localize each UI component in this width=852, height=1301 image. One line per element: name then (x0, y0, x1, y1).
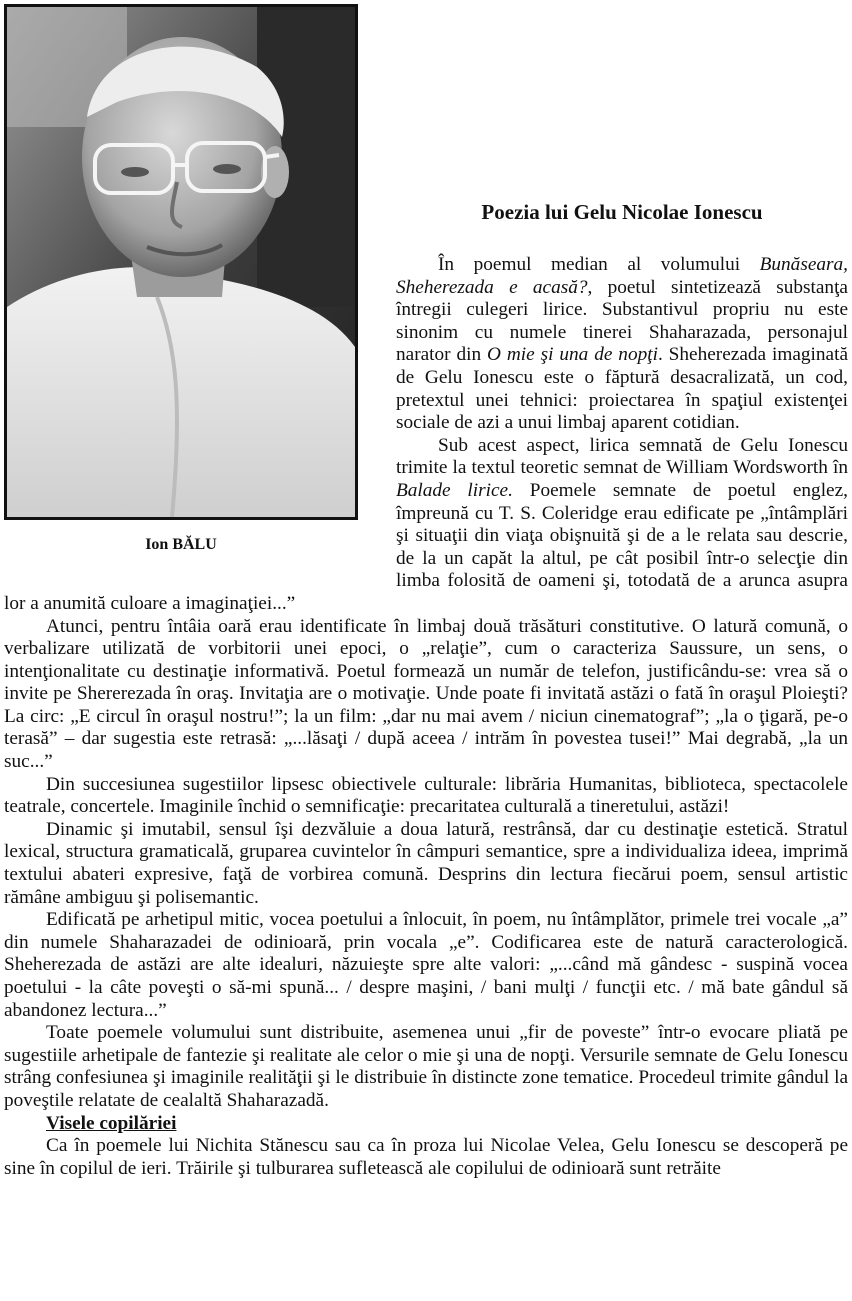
paragraph-2: Sub acest aspect, lirica semnată de Gelu Ionescu trimite la textul teoretic semnat de William Wordsworth în Balade lirice. Poemele semnate de poetul englez, împreună cu T. S. Coleridge erau edificate pe „întâmplări şi situaţii din viaţa obişnuită şi de a le relata sau descrie, de la un capăt la altul, pe cât posibil într-o selecţie din limba folosită de oameni şi, totodată de a arunca asupra lor a anumită culoare a imaginaţiei...” (4, 434, 848, 614)
paragraph-3: Atunci, pentru întâia oară erau identificate în limbaj două trăsături constitutive. O latură comună, o verbalizare utilizată de vorbitorii unei epoci, o „relaţie”, cum o caracteriza Saussure, un sens, o intenţionalitate cu destinaţie informativă. Poetul formează un număr de telefon, justificându-se: vrea să o invite pe Shererezada în oraş. Invitaţia are o motivaţie. Unde poate fi invitată astăzi o fată în oraşul Ploieşti? La circ: „E circul în oraşul nostru!”; la un film: „dar nu mai avem / niciun cinematograf”; „la o ţigară, pe-o terasă” – dar sugestia este retrasă: „...lăsaţi / după aceea / intrăm în povestea tusei!” Mai degrabă, „la un suc...” (4, 615, 848, 773)
paragraph-6: Edificată pe arhetipul mitic, vocea poetului a înlocuit, în poem, nu întâmplător, primele trei vocale „a” din numele Shaharazadei de odinioară, prin vocala „e”. Codificarea este de natură caracterologică. Sheherezada de astăzi are alte idealuri, năzuieşte spre alte valori: „...când mă gândesc - suspină vocea poetului - la câte poveşti o să-mi spună... / despre maşini, / bani mulţi / funcţii etc. / mă bate gândul să abandonez lectura...” (4, 909, 848, 1021)
paragraph-4: Din succesiunea sugestiilor lipsesc obiectivele culturale: librăria Humanitas, biblioteca, spectacolele teatrale, concertele. Imaginile închid o semnificaţie: precaritatea culturală a tineretului, astăzi! (4, 773, 848, 818)
photo-wrap-spacer (4, 254, 396, 584)
paragraph-5: Dinamic şi imutabil, sensul îşi dezvăluie a doua latură, restrânsă, dar cu destinaţie estetică. Stratul lexical, structura gramaticală, gruparea cuvintelor în câmpuri semantice, spre a individualiza ideea, imprimă textului abateri expresive, faţă de vorbirea comună. Desprins din lectura fiecărui poem, sensul artistic rămâne ambiguu şi polisemantic. (4, 818, 848, 908)
article-body (4, 254, 848, 1180)
paragraph-7: Toate poemele volumului sunt distribuite, asemenea unui „fir de poveste” într-o evocare pliată pe sugestiile arhetipale de fantezie şi realitate ale celor o mie şi una de nopţi. Versurile semnate de Gelu Ionescu strâng confesiunea şi imaginile realităţii şi le distribuie în distincte zone tematice. Procedeul trimite gândul la poveştile relatate de cealaltă Shaharazadă. (4, 1022, 848, 1111)
paragraph-1: În poemul median al volumului Bunăseara, Sheherezada e acasă?, poetul sintetizează substanţa întregii culegeri lirice. Substantivul propriu nu este sinonim cu numele tinerei Shaharazada, personajul narator din O mie şi una de nopţi. Sheherezada imaginată de Gelu Ionescu este o făptură desacralizată, un cod, pretextul unei tehnici: proiectarea în spaţiul existenţei sociale de azi a unui limbaj aparent cotidian. (396, 254, 848, 434)
section-subheading: Visele copilăriei (46, 1112, 177, 1134)
article-title: Poezia lui Gelu Nicolae Ionescu (481, 200, 763, 224)
paragraph-8: Ca în poemele lui Nichita Stănescu sau ca în proza lui Nicolae Velea, Gelu Ionescu se descoperă pe sine în copilul de ieri. Trăirile şi tulburarea sufletească ale copilului de odinioară sunt retrăite (4, 1135, 848, 1179)
photo-caption: Ion BĂLU (145, 536, 217, 553)
